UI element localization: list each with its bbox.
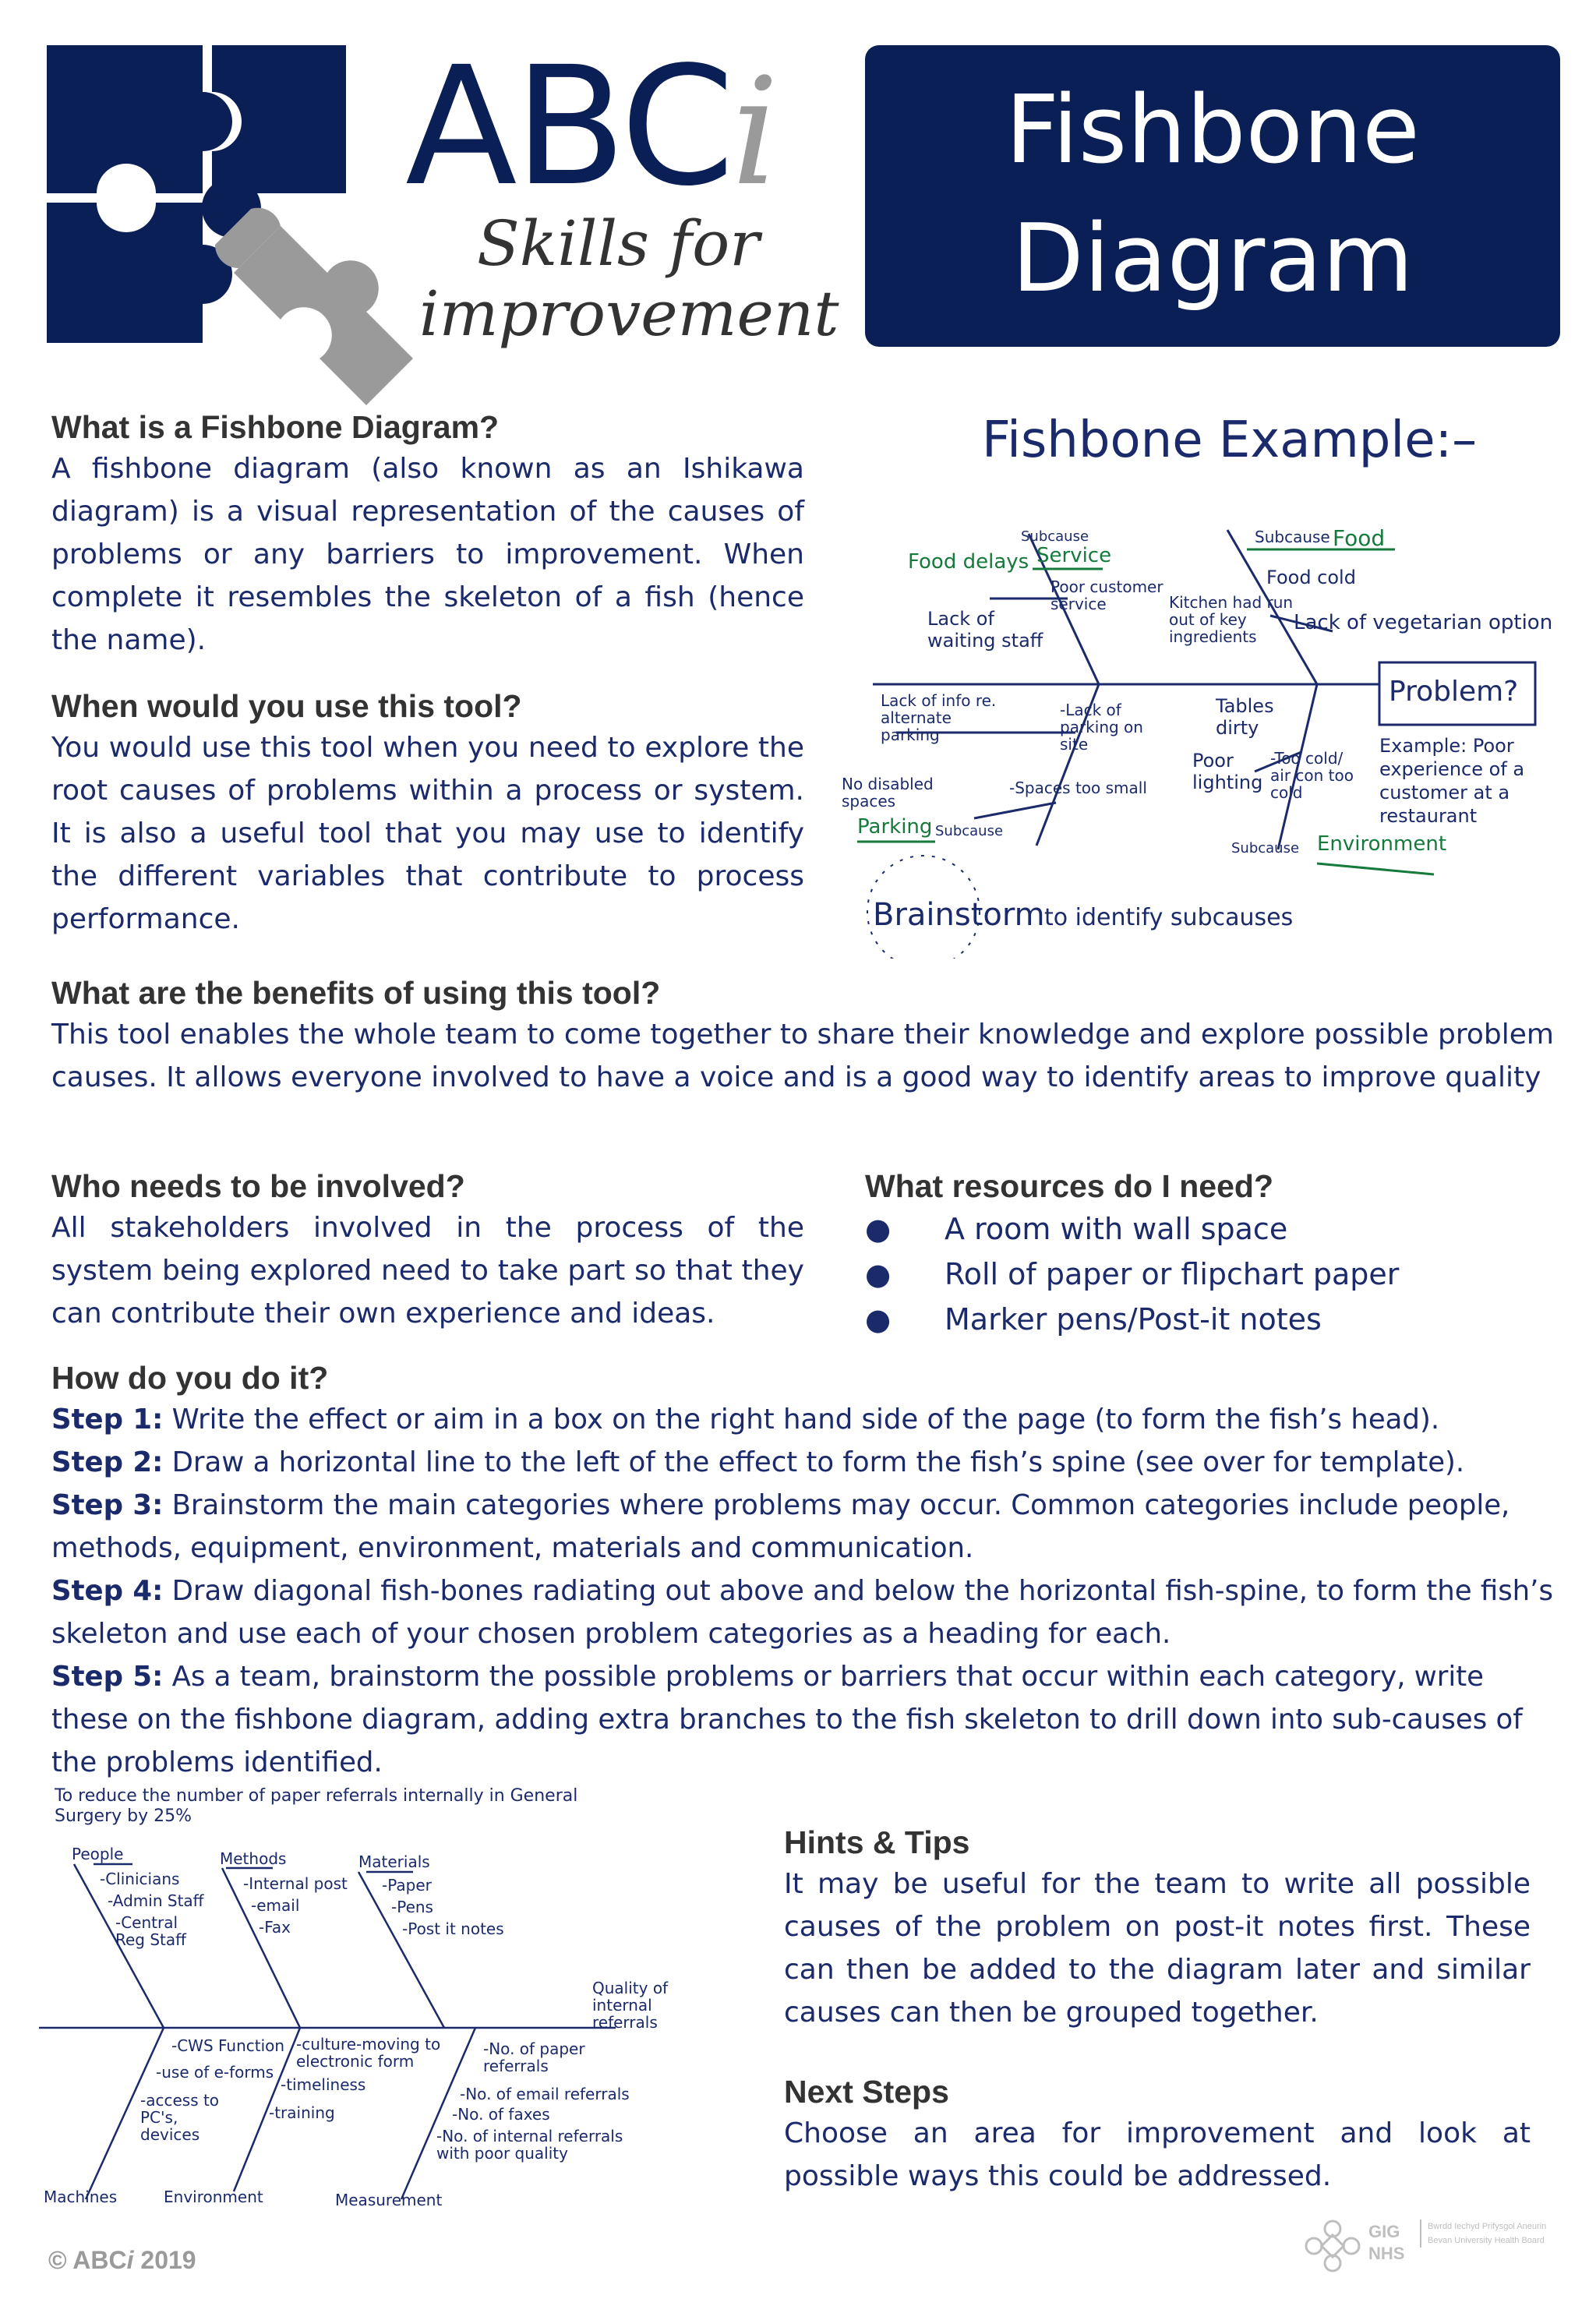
section-hints <box>784 1822 1531 2034</box>
heading-what-is: What is a Fishbone Diagram? <box>51 409 500 445</box>
cause-poor-service: Poor customer service <box>1050 577 1163 613</box>
step-text: Brainstorm the main categories where problems may occur. Common categories include people, methods, equipment, environment, materials and communication. <box>51 1489 1510 1564</box>
subcause-environment-label: Subcause <box>1231 840 1300 856</box>
methods-item: -email <box>251 1896 300 1915</box>
nhs-wordmark: GIG NHS <box>1368 2222 1405 2263</box>
step-label: Step 5: <box>51 1661 164 1693</box>
heading-next: Next Steps <box>784 2074 949 2110</box>
section-benefits <box>51 973 1554 1099</box>
category-parking: Parking <box>857 815 933 839</box>
heading-who: Who needs to be involved? <box>51 1168 465 1204</box>
section-when <box>51 686 804 941</box>
body-when: You would use this tool when you need to explore the root causes of problems within a process or system. It is also a useful tool that you may use to identify the different variables that contribute to process performance. <box>51 732 804 935</box>
materials-item: -Pens <box>391 1898 433 1916</box>
resource-item-label: Marker pens/Post-it notes <box>945 1302 1322 1337</box>
section-what-is <box>51 407 804 662</box>
cause-food-cold: Food cold <box>1266 567 1356 588</box>
body-who: All stakeholders involved in the process of the system being explored need to take part so that they can contribute their own experience and ideas. <box>51 1212 804 1330</box>
heading-how: How do you do it? <box>51 1360 329 1396</box>
environment-item: -culture-moving to electronic form <box>296 2035 441 2071</box>
step-5 <box>51 1655 1554 1784</box>
measurement-item: -No. of email referrals <box>460 2085 630 2103</box>
section-next <box>784 2071 1531 2198</box>
step-4 <box>51 1570 1554 1655</box>
category-machines: Machines <box>44 2188 118 2206</box>
logo-tagline-1: Skills for <box>477 207 760 280</box>
fishbone-example-referrals <box>39 1778 709 2223</box>
cause-lack-staff: Lack of waiting staff <box>927 608 1043 652</box>
machines-item: -use of e-forms <box>156 2063 274 2082</box>
materials-item: -Paper <box>382 1876 432 1895</box>
category-food: Food <box>1333 525 1386 551</box>
step-label: Step 2: <box>51 1446 164 1478</box>
section-resources <box>865 1166 1559 1342</box>
cause-food-delays: Food delays <box>908 550 1029 574</box>
category-environment: Environment <box>1317 832 1447 856</box>
measurement-item: -No. of paper referrals <box>483 2039 585 2075</box>
methods-item: -Internal post <box>243 1874 348 1893</box>
copyright-prefix: © ABC <box>48 2246 127 2274</box>
step-text: Draw a horizontal line to the left of the effect to form the fish’s spine (see over for template). <box>163 1446 1465 1478</box>
aim-text: To reduce the number of paper referrals internally in General Surgery by 25% <box>55 1786 578 1826</box>
logo-abc: ABC <box>405 31 732 222</box>
measurement-item: -No. of internal referrals with poor quality <box>436 2127 623 2163</box>
logo-i: i <box>731 46 776 218</box>
title-line-1: Fishbone <box>1005 76 1420 185</box>
effect-text: Quality of internal referrals <box>592 1979 669 2032</box>
step-3 <box>51 1484 1554 1570</box>
environment-item: -timeliness <box>281 2075 366 2094</box>
cause-kitchen: Kitchen had run out of key ingredients <box>1169 593 1294 646</box>
cause-no-disabled: No disabled spaces <box>842 775 934 810</box>
identify-subcauses-label: to identify subcauses <box>1044 904 1294 931</box>
people-item: -Central Reg Staff <box>115 1913 186 1949</box>
step-text: As a team, brainstorm the possible problems or barriers that occur within each category, write these on the fishbone diagram, adding extra branches to the fish skeleton to drill down into sub-causes of the problems identified. <box>51 1661 1523 1778</box>
cause-lack-veg: Lack of vegetarian option <box>1294 611 1553 634</box>
heading-resources: What resources do I need? <box>865 1168 1273 1204</box>
environment-item: -training <box>269 2103 335 2122</box>
fishbone-example-restaurant <box>834 397 1566 959</box>
subcause-service-label: Subcause <box>1021 528 1089 545</box>
step-text: Draw diagonal fish-bones radiating out above and below the horizontal fish-spine, to form the fish’s skeleton and use each of your chosen problem categories as a heading for each. <box>51 1575 1553 1650</box>
heading-benefits: What are the benefits of using this tool? <box>51 975 661 1011</box>
resource-item <box>865 1252 1559 1297</box>
cause-lack-parking: -Lack of parking on site <box>1060 701 1143 754</box>
cause-lack-info: Lack of info re. alternate parking <box>881 691 997 744</box>
resource-item <box>865 1297 1559 1342</box>
bullet-icon: ● <box>865 1302 892 1337</box>
body-what-is: A fishbone diagram (also known as an Ishikawa diagram) is a visual representation of the causes of problems or any barriers to improvement. When complete it resembles the skeleton of a fish (hence the name). <box>51 453 804 656</box>
copyright-i: i <box>126 2246 134 2274</box>
example-description: Example: Poor experience of a customer at a restaurant <box>1379 735 1525 827</box>
copyright <box>48 2244 196 2276</box>
step-label: Step 3: <box>51 1489 164 1521</box>
section-who <box>51 1166 804 1335</box>
body-next: Choose an area for improvement and look at possible ways this could be addressed. <box>784 2117 1531 2192</box>
resource-item <box>865 1206 1559 1252</box>
category-people: People <box>72 1845 124 1863</box>
copyright-year: 2019 <box>133 2246 196 2274</box>
heading-hints: Hints & Tips <box>784 1824 970 1860</box>
category-methods: Methods <box>220 1849 287 1868</box>
nhs-emblem-icon <box>1303 2218 1362 2274</box>
bullet-icon: ● <box>865 1257 892 1291</box>
step-2 <box>51 1441 1554 1484</box>
measurement-item: -No. of faxes <box>452 2105 550 2124</box>
category-measurement: Measurement <box>335 2191 443 2209</box>
step-label: Step 1: <box>51 1404 164 1436</box>
logo-tagline-2: improvement <box>419 277 839 350</box>
nhs-board-name: Bwrdd Iechyd Prifysgol Aneurin Bevan University Health Board <box>1420 2219 1568 2248</box>
category-materials: Materials <box>358 1852 430 1871</box>
puzzle-logo-icon <box>47 45 452 411</box>
cause-too-cold: -Too cold/ air con too cold <box>1270 749 1354 802</box>
example-title: Fishbone Example:– <box>982 411 1478 469</box>
step-text: Write the effect or aim in a box on the right hand side of the page (to form the fish’s head). <box>163 1404 1440 1436</box>
materials-item: -Post it notes <box>402 1919 504 1938</box>
methods-item: -Fax <box>259 1918 291 1937</box>
cause-poor-lighting: Poor lighting <box>1192 750 1263 793</box>
cause-spaces-small: -Spaces too small <box>1009 779 1147 797</box>
body-benefits: This tool enables the whole team to come together to share their knowledge and explore possible problem causes. It allows everyone involved to have a voice and is a good way to identify areas to improve quality <box>51 1019 1554 1093</box>
logo-wordmark <box>405 31 776 222</box>
category-service: Service <box>1036 544 1112 567</box>
subcause-food-label: Subcause <box>1255 528 1330 546</box>
resource-item-label: A room with wall space <box>945 1212 1288 1246</box>
title-box <box>865 45 1560 347</box>
logo <box>47 31 849 411</box>
title-line-2: Diagram <box>1012 205 1414 313</box>
brainstorm-label: Brainstorm <box>873 897 1045 933</box>
cause-tables-dirty: Tables dirty <box>1216 695 1274 739</box>
machines-item: -access to PC's, devices <box>140 2091 220 2144</box>
step-label: Step 4: <box>51 1575 164 1607</box>
nhs-logo <box>1303 2215 1560 2277</box>
heading-when: When would you use this tool? <box>51 688 522 724</box>
body-hints: It may be useful for the team to write all possible causes of the problem on post-it notes first. These can then be added to the diagram later and similar causes can then be grouped together. <box>784 1868 1531 2029</box>
step-1 <box>51 1398 1554 1441</box>
bullet-icon: ● <box>865 1212 892 1246</box>
people-item: -Admin Staff <box>108 1891 204 1910</box>
problem-box-text: Problem? <box>1389 676 1519 708</box>
people-item: -Clinicians <box>100 1870 180 1888</box>
resource-item-label: Roll of paper or flipchart paper <box>945 1257 1400 1291</box>
section-how <box>51 1358 1554 1784</box>
category-environment-2: Environment <box>164 2188 263 2206</box>
machines-item: -CWS Function <box>171 2036 285 2055</box>
subcause-parking-label: Subcause <box>935 823 1004 839</box>
